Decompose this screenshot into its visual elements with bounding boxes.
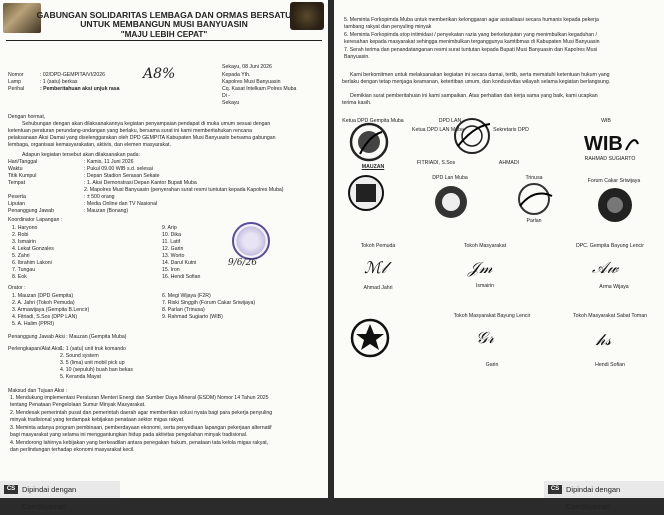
maksud-line: 1. Mendukung implementasi Peraturan Menteri Energi dan Sumber Daya Mineral (ESDM) Nomor 14 Tahun 2025 bbox=[10, 395, 269, 401]
header-rule bbox=[6, 40, 322, 41]
schedule-key: Penanggung Jawab bbox=[8, 208, 54, 214]
sig-title: DPC. Gempita Bayung Lencir bbox=[575, 243, 645, 249]
schedule-value: : Media Online dan TV Nasional bbox=[84, 201, 158, 207]
koordinator-item: 11. Latif bbox=[162, 239, 181, 245]
koordinator-item: 2. Robi bbox=[12, 232, 29, 238]
orator-item: 6. Megi Wijaya (F2R) bbox=[162, 293, 211, 299]
orator-title: Orator : bbox=[8, 285, 26, 291]
maksud-title: Maksud dan Tujuan Aksi : bbox=[8, 388, 68, 394]
maksud-line: tentang Penataan Pengelolaan Sumur Minyak Masyarakat. bbox=[10, 402, 146, 408]
sig-title: Tokoh Pemuda bbox=[360, 243, 396, 249]
koordinator-item: 7. Tungau bbox=[12, 267, 36, 273]
koordinator-item: 15. Iron bbox=[162, 267, 180, 273]
koordinator-item: 1. Haryono bbox=[12, 225, 38, 231]
intro-line: pelaksanaan Aksi Damai yang diselenggarakan oleh DPD GEMPITA Kabupaten Musi Banyuasin bersama gabungan bbox=[8, 135, 276, 141]
sig-title: Forum Cakar Sriwijaya bbox=[587, 178, 641, 184]
koordinator-item: 13. Worto bbox=[162, 253, 185, 259]
koordinator-item: 3. Ismairin bbox=[12, 239, 36, 245]
perlengkapan-item: 1. 1 (satu) unit truk komando bbox=[60, 346, 127, 352]
logo-label: DPD LAN bbox=[438, 118, 462, 124]
paraf-signature: A8% bbox=[143, 66, 176, 82]
point-line: 5. Meminta Forkopimda Muba untuk memberikan kelonggaran agar asisalisasi secara humanis kepada pekerja bbox=[344, 17, 599, 23]
sig-title: Ketua DPD LAN Muba bbox=[412, 127, 464, 133]
maksud-line: bagi masyarakat yang selama ini menggantungkan hidup pada aktivitas pengolahan minyak tradisional. bbox=[10, 432, 248, 438]
sig-name: Hendi Sofian bbox=[595, 362, 625, 368]
sig-name: MAUZAN bbox=[361, 164, 385, 170]
addressee-line: Di - bbox=[222, 93, 231, 99]
schedule-intro: Adapun kegiatan tersebut akan dilaksanakan pada: bbox=[22, 152, 140, 158]
perlengkapan-item: 3. 5 (lima) unit mobil pick up bbox=[60, 360, 125, 366]
perlengkapan-item: 2. Sound system bbox=[60, 353, 99, 359]
koordinator-item: 5. Zahri bbox=[12, 253, 30, 259]
sig-name: Parlan bbox=[526, 218, 542, 224]
signature: 𝒢𝓇 bbox=[476, 328, 495, 347]
schedule-value: : Pukul 09.00 WIB s.d. selesai bbox=[84, 166, 153, 172]
intro-line: lembaga, organisasi kemasyarakatan, aktivis, dan elemen masyarakat. bbox=[8, 142, 171, 148]
koordinator-item: 8. Eok bbox=[12, 274, 27, 280]
maksud-line: 2. Mendesak pemerintah pusat dan pemerintah daerah agar memberikan solusi nyata bagi para pekerja penyuling bbox=[10, 410, 273, 416]
orator-item: 2. A. Jahri (Tokoh Pemuda) bbox=[12, 300, 75, 306]
handwritten-note: 9/6/26 bbox=[228, 258, 257, 268]
koordinator-item: 4. Lekat Gonzales bbox=[12, 246, 54, 252]
sig-name: AHMADI bbox=[498, 160, 520, 166]
orator-item: 4. Fitriadi, S.Sos (DPP LAN) bbox=[12, 314, 78, 320]
orator-item: 3. Armawijaya (Gempita B.Lencir) bbox=[12, 307, 90, 313]
koordinator-item: 9. Arip bbox=[162, 225, 177, 231]
meta-key: Perihal bbox=[8, 86, 25, 92]
addressee-line: Kepada Yth. bbox=[222, 72, 251, 78]
organization-stamp-icon bbox=[346, 174, 386, 212]
schedule-key: Liputan bbox=[8, 201, 26, 207]
sig-title: Tokoh Masyarakat bbox=[463, 243, 507, 249]
schedule-value: : ± 500 orang bbox=[84, 194, 115, 200]
letter-title-3: "MAJU LEBIH CEPAT" bbox=[120, 30, 208, 39]
addressee-line: Sekayu bbox=[222, 100, 240, 106]
point-line: 7. Serah terima dan penandatanganan resmi surat tuntutan kepada Bupati Musi Banyuasin dan Kapolres Musi bbox=[344, 47, 598, 53]
meta-key: Lamp bbox=[8, 79, 21, 85]
orator-item: 7. Riski Singgih (Forum Cakar Sriwijaya) bbox=[162, 300, 256, 306]
svg-text:WIB: WIB bbox=[584, 133, 623, 155]
point-line: tambang rakyat dan penyuling minyak bbox=[344, 24, 432, 30]
greeting: Dengan hormat, bbox=[8, 114, 46, 120]
signature: 𝒜𝓌 bbox=[592, 258, 619, 277]
maksud-line: dan perlindungan terhadap ekonomi masyarakat kecil. bbox=[10, 447, 135, 453]
camscanner-badge bbox=[544, 481, 664, 511]
dpd-lan-logo-icon bbox=[432, 184, 470, 220]
orator-item: 1. Mauzan (DPD Gempita) bbox=[12, 293, 74, 299]
schedule-key: Hari/Tanggal bbox=[8, 159, 38, 165]
addressee-line: Cq. Kasat Intelkam Polres Muba bbox=[222, 86, 297, 92]
koordinator-item: 12. Garin bbox=[162, 246, 184, 252]
schedule-key: Waktu bbox=[8, 166, 23, 172]
wib-logo-icon bbox=[582, 130, 640, 156]
schedule-value: 2. Mapolres Musi Banyuasin (penyerahan surat resmi tuntutan kepada Kapolres Muba) bbox=[84, 187, 284, 193]
schedule-key: Peserta bbox=[8, 194, 26, 200]
meta-value: : Pemberitahuan aksi unjuk rasa bbox=[40, 86, 120, 92]
letter-title-1: GABUNGAN SOLIDARITAS LEMBAGA DAN ORMAS BERSATU bbox=[36, 10, 292, 20]
point-line: keresahan kepada masyarakat sehingga menimbulkan terganggunya kamtibmas di Kabupaten Musi Banyuasin bbox=[344, 39, 600, 45]
schedule-value: : Mauzan (Bonang) bbox=[84, 208, 129, 214]
schedule-value: : Kamis, 11 Juni 2026 bbox=[84, 159, 134, 165]
sig-name: Arma Wijaya bbox=[599, 284, 629, 290]
orator-item: 5. A. Halim (PPRI) bbox=[12, 321, 55, 327]
koordinator-title: Koordinator Lapangan : bbox=[8, 217, 63, 223]
schedule-value: : Depan Stadion Serasan Sekate bbox=[84, 173, 160, 179]
sig-title: DPD Lan Muba bbox=[432, 175, 468, 181]
maksud-line: minyak tradisional yang terdampak kebijakan penataan sektor migas rakyat. bbox=[10, 417, 185, 423]
letter-title-2: UNTUK MEMBANGUN MUSI BANYUASIN bbox=[80, 19, 248, 29]
maksud-line: 3. Meminta adanya program pembinaan, pemberdayaan ekonomi, serta penyediaan lapangan pekerjaan alternatif bbox=[10, 425, 272, 431]
camscanner-icon: CS bbox=[4, 485, 18, 494]
sig-title: Tokoh Masyarakat Bayung Lencir bbox=[453, 313, 531, 319]
letter-date: Sekayu, 08 Juni 2026 bbox=[222, 64, 272, 70]
schedule-key: Tempat bbox=[8, 180, 26, 186]
perlengkapan-title: Perlengkapan/Alat Aksi : bbox=[8, 346, 65, 352]
camscanner-badge bbox=[0, 481, 120, 511]
letter-page-2 bbox=[334, 0, 664, 511]
police-stamp bbox=[232, 222, 270, 260]
camscanner-label: Dipindai dengan CamScanner bbox=[22, 485, 77, 511]
schedule-value: : 1. Aksi Demonstrasi Depan Kantor Bupati Muba bbox=[84, 180, 197, 186]
signature: ℳ𝓁 bbox=[364, 258, 387, 277]
closing-line: terima kasih. bbox=[342, 100, 372, 106]
intro-line: Sehubungan dengan akan dilaksanakannya kegiatan penyampaian pendapat di muka umum sesuai dengan bbox=[22, 121, 271, 127]
sig-name: RAHMAD SUGIARTO bbox=[584, 156, 636, 162]
signature: 𝒥𝓂 bbox=[468, 258, 493, 277]
closing-line: berlaku dengan tetap menjaga keamanan, ketertiban umum, dan kondusivitas wilayah selama kegiatan berlangsung. bbox=[342, 79, 611, 85]
koordinator-item: 16. Hendi Sofian bbox=[162, 274, 201, 280]
meta-key: Nomor bbox=[8, 72, 24, 78]
sig-name: Ismairin bbox=[475, 283, 495, 289]
koordinator-item: 14. Darul Kutni bbox=[162, 260, 197, 266]
schedule-key: Titik Kumpul bbox=[8, 173, 37, 179]
sig-title: Tokoh Masyarakat Sabat Toman bbox=[572, 313, 647, 319]
camscanner-label: Dipindai dengan CamScanner bbox=[566, 485, 621, 511]
sig-title: Trinusa bbox=[525, 175, 543, 181]
signature: 𝒽𝓈 bbox=[596, 330, 612, 349]
meta-value: : 02/DPD-GEMPITA/VI/2026 bbox=[40, 72, 106, 78]
forum-cakar-logo-icon bbox=[596, 186, 634, 224]
point-line: Banyuasin. bbox=[344, 54, 370, 60]
letter-page-1 bbox=[0, 0, 328, 511]
sig-title: Sekretaris DPD bbox=[493, 127, 529, 133]
camscanner-icon: CS bbox=[548, 485, 562, 494]
sig-title: Ketua DPD Gempita Muba bbox=[342, 118, 404, 124]
addressee-line: Kapolres Musi Banyuasin bbox=[222, 79, 281, 85]
maksud-line: 4. Mendorong lahirnya kebijakan yang berkeadilan antara penegakan hukum, penataan tata kelola migas rakyat, bbox=[10, 440, 269, 446]
perlengkapan-item: 5. Keranda Mayat bbox=[60, 374, 101, 380]
sig-name: FITRIADI, S.Sos bbox=[416, 160, 456, 166]
point-line: 6. Meminta Forkopimda stop intimidasi / penyekatan razia yang berkelanjutan yang menimbulkan kegaduhan / bbox=[344, 32, 597, 38]
closing-line: Demikian surat pemberitahuan ini kami sampaikan. Atas perhatian dan kerja sama yang baik, kami ucapkan bbox=[350, 93, 598, 99]
meta-value: : 1 (satu) berkas bbox=[40, 79, 78, 85]
koordinator-item: 6. Ibrahim Lakoni bbox=[12, 260, 52, 266]
koordinator-item: 10. Dika bbox=[162, 232, 182, 238]
sig-name: Ahmad Jahri bbox=[363, 285, 393, 291]
pj-aksi: Penanggung Jawab Aksi : Mauzan (Gempita Muba) bbox=[8, 334, 127, 340]
intro-line: ketentuan peraturan perundang-undangan yang berlaku, bersama surat ini kami memberitahukan rencana bbox=[8, 128, 252, 134]
gempita-stamp-icon bbox=[348, 122, 390, 162]
sig-name: Garin bbox=[485, 362, 499, 368]
orator-item: 8. Parlan (Trinusa) bbox=[162, 307, 205, 313]
closing-line: Kami berkomitmen untuk melaksanakan kegiatan ini secara damai, tertib, serta mematuhi ketentuan hukum yang bbox=[350, 72, 610, 78]
logo-label: WIB bbox=[601, 118, 611, 124]
trinusa-logo-icon bbox=[512, 182, 556, 216]
star-stamp-icon bbox=[350, 316, 390, 360]
orator-item: 9. Rahmad Sugiarto (WIB) bbox=[162, 314, 223, 320]
perlengkapan-item: 4. 10 (sepuluh) buah ban bekas bbox=[60, 367, 133, 373]
